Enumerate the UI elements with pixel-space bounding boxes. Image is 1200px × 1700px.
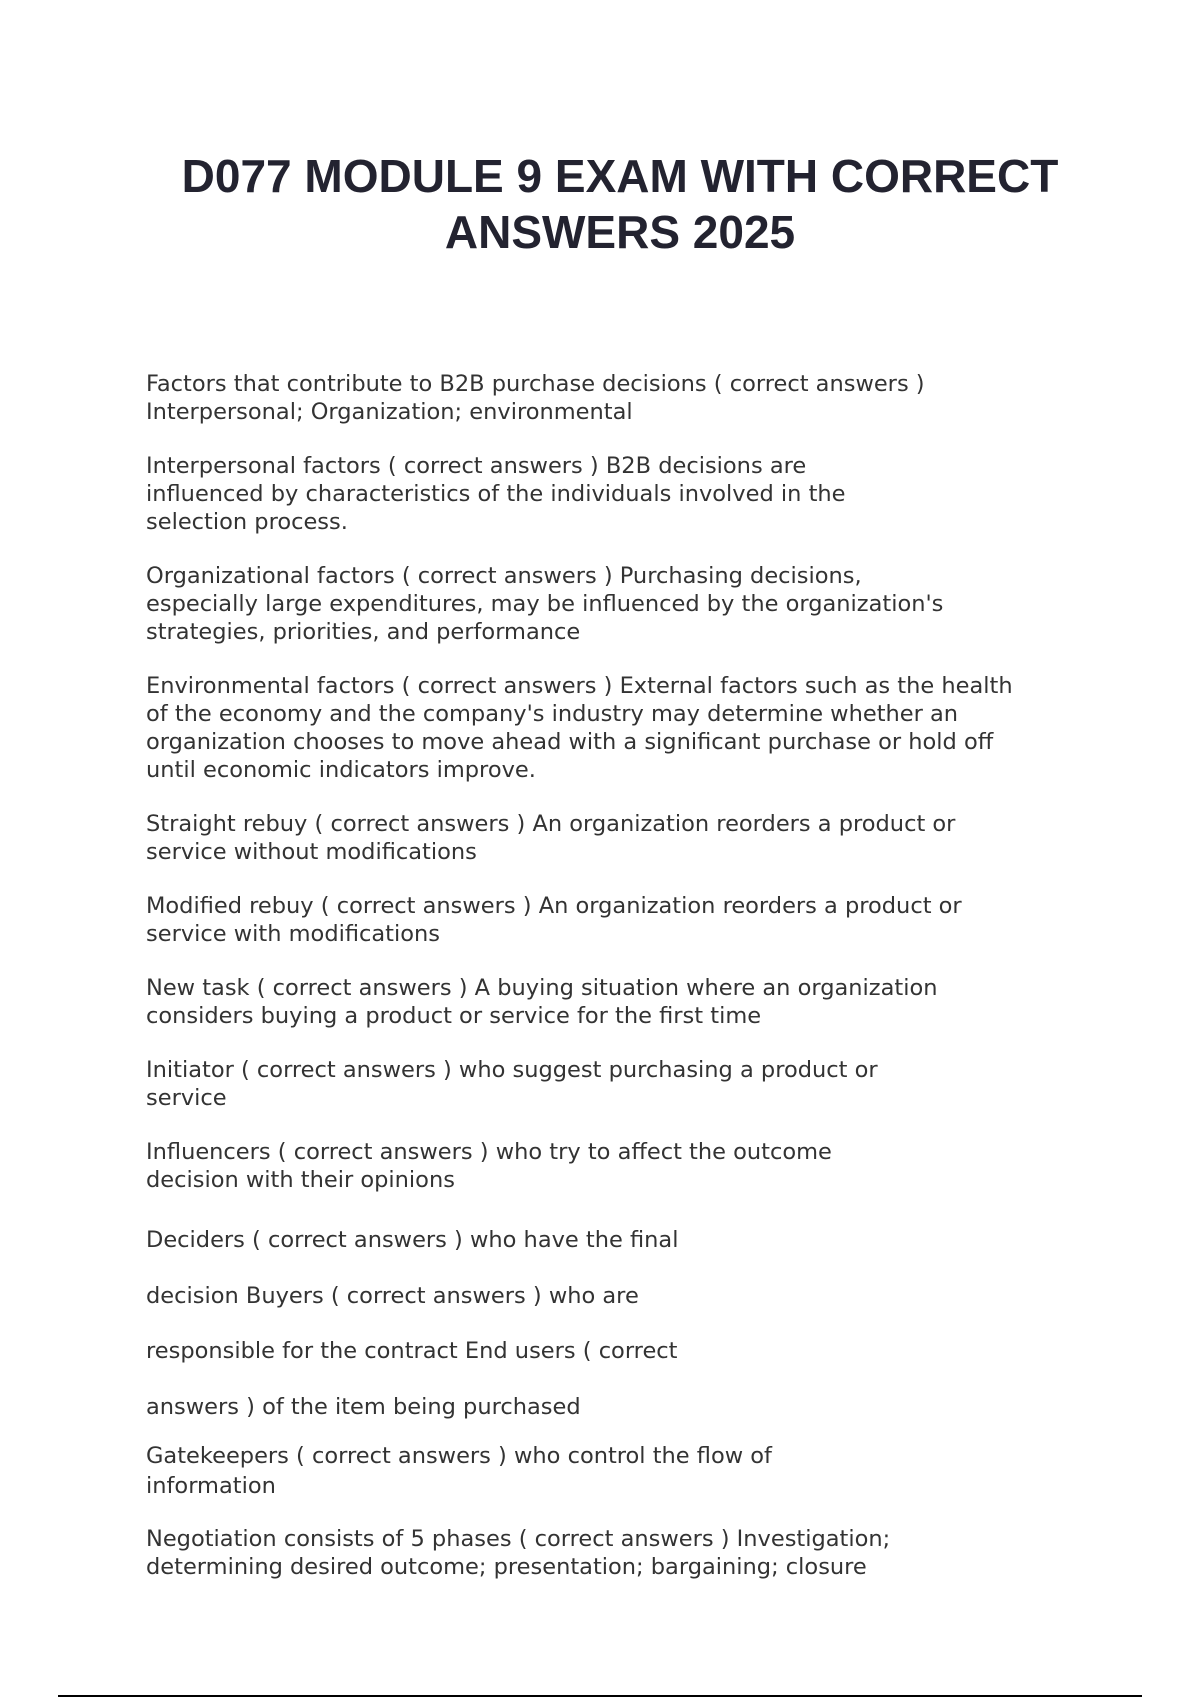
- qa-entry: Influencers ( correct answers ) who try to affect the outcome decision with their opinions: [146, 1139, 832, 1193]
- qa-entry: Straight rebuy ( correct answers ) An organization reorders a product or service without modifications: [146, 811, 956, 865]
- qa-entry: New task ( correct answers ) A buying situation where an organization considers buying a product or service for the first time: [146, 975, 938, 1029]
- document-body: [146, 370, 1096, 1581]
- qa-entry: Organizational factors ( correct answers ) Purchasing decisions, especially large expenditures, may be influenced by the organization's strategies, priorities, and performance: [146, 563, 944, 645]
- page-title-line-1: D077 MODULE 9 EXAM WITH CORRECT: [181, 150, 1059, 202]
- page-bottom-divider: [58, 1695, 1142, 1697]
- qa-entry: Negotiation consists of 5 phases ( correct answers ) Investigation; determining desired outcome; presentation; bargaining; closure: [146, 1526, 891, 1580]
- page-title: [100, 148, 1140, 260]
- spaced-line: Deciders ( correct answers ) who have the final: [146, 1227, 679, 1253]
- qa-entry: Gatekeepers ( correct answers ) who control the flow of information: [146, 1443, 772, 1499]
- qa-entry: Factors that contribute to B2B purchase decisions ( correct answers ) Interpersonal; Organization; environmental: [146, 371, 925, 425]
- spaced-line: answers ) of the item being purchased: [146, 1394, 581, 1420]
- qa-entry: Environmental factors ( correct answers ) External factors such as the health of the economy and the company's industry may determine whether an organization chooses to move ahead with a significant purchase or hold off until economic indicators improve.: [146, 673, 1013, 783]
- spaced-line: responsible for the contract End users ( correct: [146, 1338, 678, 1364]
- qa-entry: Initiator ( correct answers ) who suggest purchasing a product or service: [146, 1057, 878, 1111]
- qa-entry: Modified rebuy ( correct answers ) An organization reorders a product or service with modifications: [146, 893, 962, 947]
- spaced-line: decision Buyers ( correct answers ) who are: [146, 1283, 639, 1309]
- qa-entry: Interpersonal factors ( correct answers ) B2B decisions are influenced by characteristics of the individuals involved in the selection process.: [146, 453, 846, 535]
- page-title-line-2: ANSWERS 2025: [444, 206, 796, 258]
